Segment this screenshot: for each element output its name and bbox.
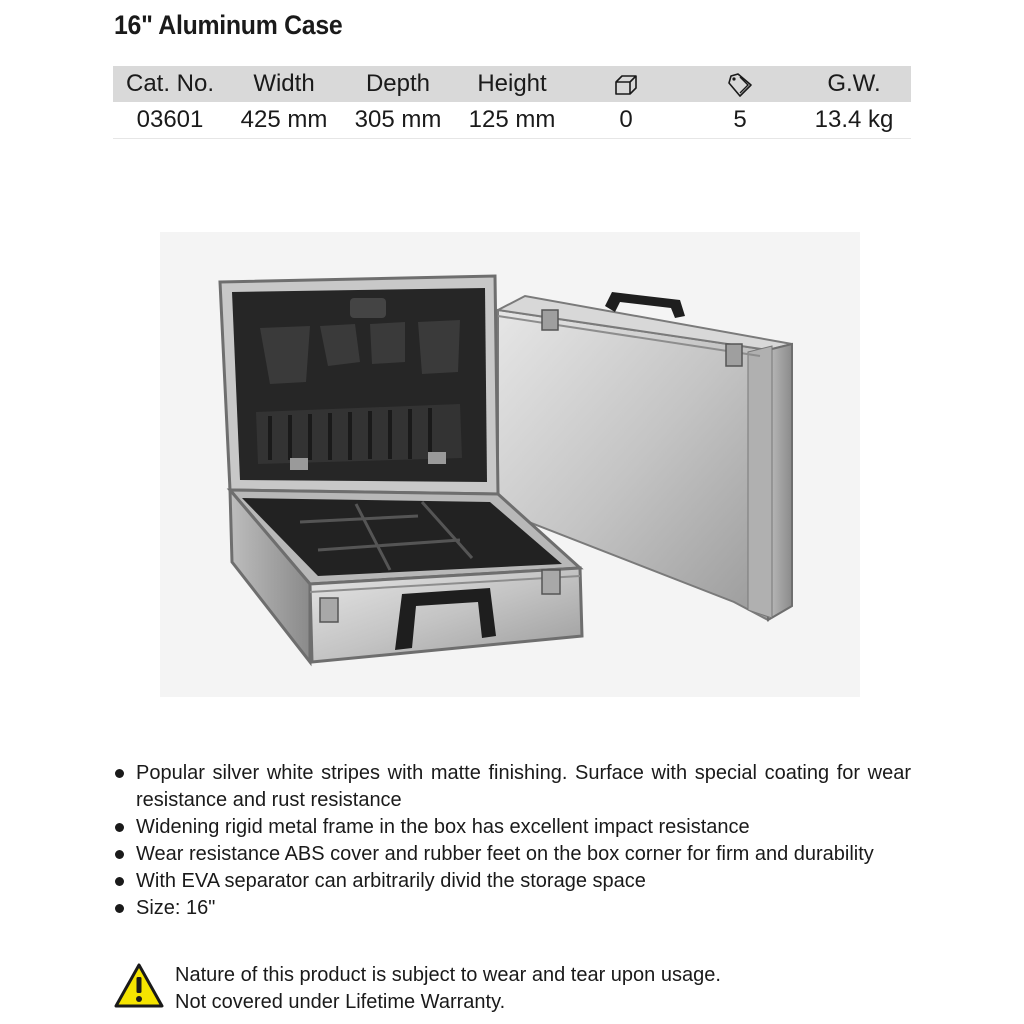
open-case-lid bbox=[220, 276, 498, 494]
list-item: Size: 16" bbox=[113, 895, 911, 922]
header-gw: G.W. bbox=[797, 66, 911, 102]
cell-cat-no: 03601 bbox=[113, 102, 227, 139]
cell-box-qty: 0 bbox=[569, 102, 683, 139]
table-row bbox=[113, 102, 911, 139]
feature-list bbox=[113, 760, 911, 922]
warning-line-1: Nature of this product is subject to wear and tear upon usage. bbox=[175, 964, 721, 986]
product-photo bbox=[160, 232, 860, 697]
product-title: 16" Aluminum Case bbox=[114, 10, 343, 40]
list-item: Wear resistance ABS cover and rubber feet on the box corner for firm and durability bbox=[113, 841, 911, 868]
warning-triangle-icon bbox=[113, 962, 165, 1010]
cell-depth: 305 mm bbox=[341, 102, 455, 139]
header-width: Width bbox=[227, 66, 341, 102]
list-item: Popular silver white stripes with matte finishing. Surface with special coating for wear resistance and rust resistance bbox=[113, 760, 911, 814]
header-height: Height bbox=[455, 66, 569, 102]
spec-table bbox=[113, 66, 911, 139]
list-item: Widening rigid metal frame in the box has excellent impact resistance bbox=[113, 814, 911, 841]
list-item: With EVA separator can arbitrarily divid the storage space bbox=[113, 868, 911, 895]
header-cat-no: Cat. No. bbox=[113, 66, 227, 102]
warning-text bbox=[175, 962, 721, 1016]
cell-width: 425 mm bbox=[227, 102, 341, 139]
box-icon bbox=[613, 73, 639, 97]
tag-icon bbox=[727, 72, 753, 98]
warning-line-2: Not covered under Lifetime Warranty. bbox=[175, 991, 506, 1013]
cell-height: 125 mm bbox=[455, 102, 569, 139]
spec-table-header bbox=[113, 66, 911, 102]
warning-notice bbox=[113, 962, 911, 1018]
cell-tag-qty: 5 bbox=[683, 102, 797, 139]
cell-gw: 13.4 kg bbox=[797, 102, 911, 139]
header-box-icon bbox=[569, 66, 683, 102]
header-tag-icon bbox=[683, 66, 797, 102]
header-depth: Depth bbox=[341, 66, 455, 102]
